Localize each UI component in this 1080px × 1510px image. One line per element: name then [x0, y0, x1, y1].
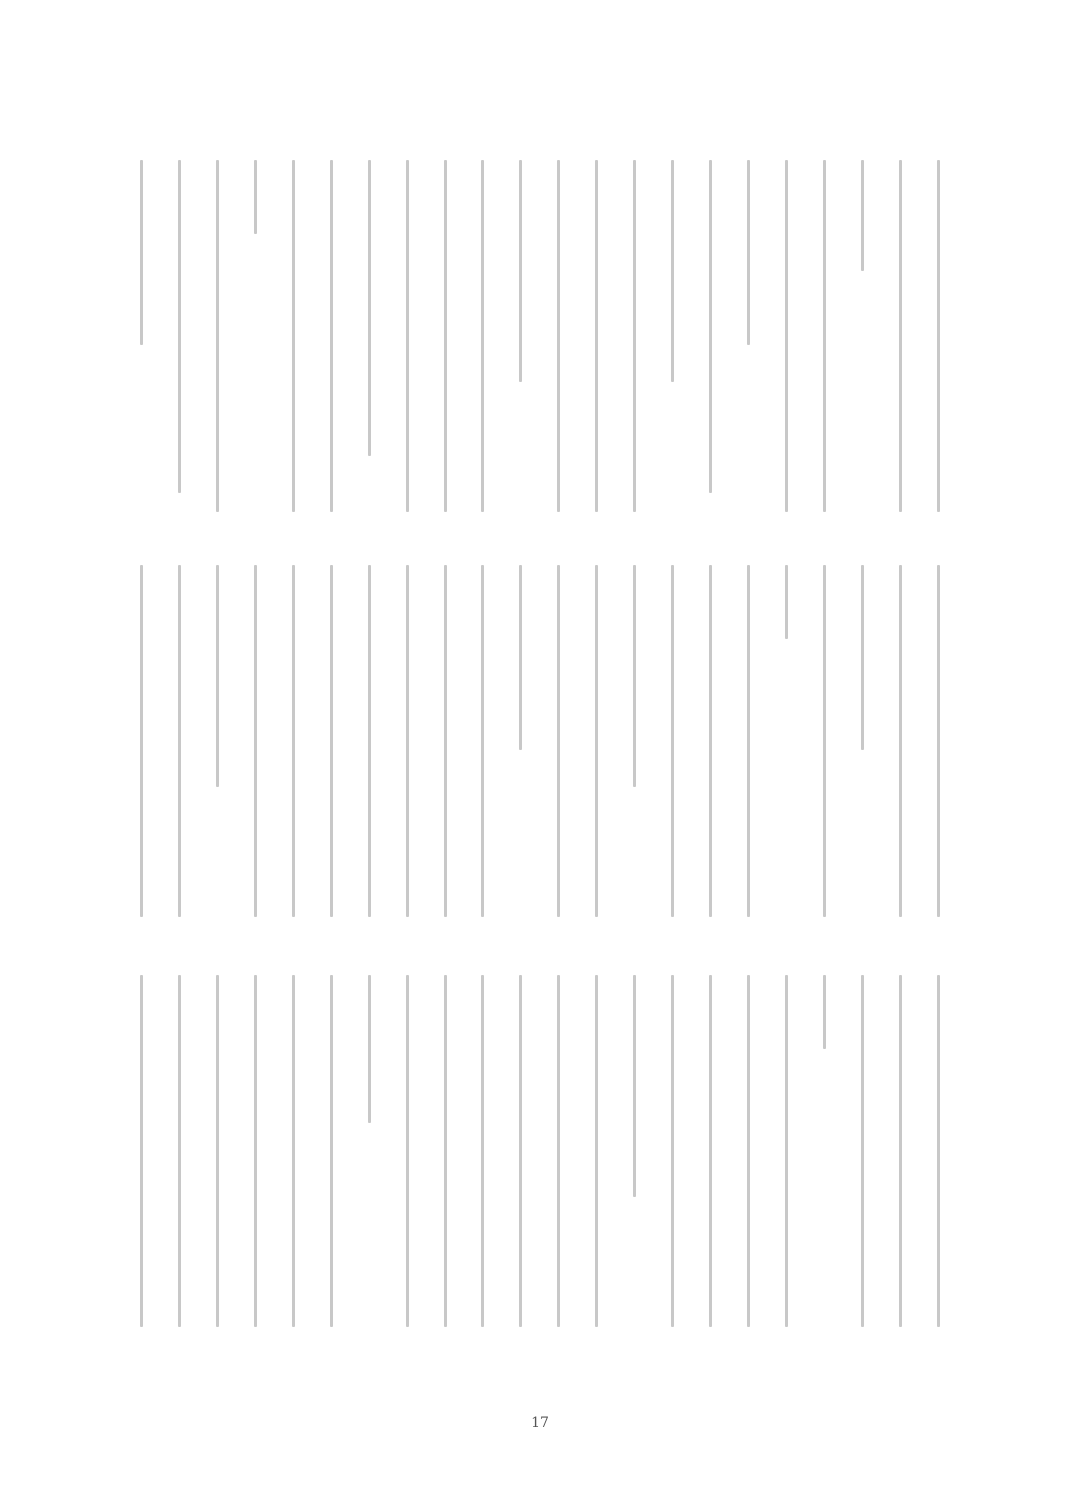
text-line-placeholder	[519, 975, 522, 1327]
text-line-placeholder	[557, 565, 560, 917]
text-line-placeholder	[899, 160, 902, 512]
text-line-placeholder	[330, 565, 333, 917]
text-line-placeholder	[785, 975, 788, 1327]
text-line-placeholder	[671, 975, 674, 1327]
text-line-placeholder	[216, 975, 219, 1327]
text-line-placeholder	[481, 565, 484, 917]
text-line-placeholder	[140, 975, 143, 1327]
text-line-placeholder	[937, 160, 940, 512]
text-line-placeholder	[444, 160, 447, 512]
text-line-placeholder	[861, 975, 864, 1327]
text-line-placeholder	[254, 565, 257, 917]
text-line-placeholder	[178, 160, 181, 493]
text-line-placeholder	[633, 160, 636, 512]
text-line-placeholder	[861, 565, 864, 750]
text-line-placeholder	[481, 160, 484, 512]
text-line-placeholder	[140, 160, 143, 345]
text-line-placeholder	[178, 975, 181, 1327]
text-line-placeholder	[671, 160, 674, 382]
text-line-placeholder	[747, 975, 750, 1327]
text-line-placeholder	[330, 975, 333, 1327]
page-number: 17	[531, 1415, 549, 1431]
text-line-placeholder	[785, 160, 788, 512]
text-line-placeholder	[557, 160, 560, 512]
text-line-placeholder	[519, 565, 522, 750]
text-line-placeholder	[444, 565, 447, 917]
text-line-placeholder	[937, 975, 940, 1327]
text-block-bottom	[140, 975, 940, 1345]
text-line-placeholder	[861, 160, 864, 271]
text-line-placeholder	[368, 160, 371, 456]
text-line-placeholder	[292, 160, 295, 512]
text-line-placeholder	[823, 975, 826, 1049]
text-line-placeholder	[444, 975, 447, 1327]
text-line-placeholder	[747, 160, 750, 345]
text-line-placeholder	[595, 565, 598, 917]
text-line-placeholder	[823, 565, 826, 917]
text-line-placeholder	[216, 565, 219, 787]
text-line-placeholder	[747, 565, 750, 917]
text-line-placeholder	[709, 565, 712, 917]
text-line-placeholder	[823, 160, 826, 512]
text-line-placeholder	[178, 565, 181, 917]
text-line-placeholder	[595, 975, 598, 1327]
text-line-placeholder	[481, 975, 484, 1327]
text-line-placeholder	[140, 565, 143, 917]
text-line-placeholder	[899, 975, 902, 1327]
text-line-placeholder	[671, 565, 674, 917]
text-line-placeholder	[254, 160, 257, 234]
text-line-placeholder	[595, 160, 598, 512]
text-line-placeholder	[292, 975, 295, 1327]
text-line-placeholder	[406, 975, 409, 1327]
text-line-placeholder	[406, 565, 409, 917]
text-line-placeholder	[937, 565, 940, 917]
text-line-placeholder	[368, 565, 371, 917]
text-line-placeholder	[330, 160, 333, 512]
text-line-placeholder	[633, 975, 636, 1197]
text-line-placeholder	[406, 160, 409, 512]
text-line-placeholder	[899, 565, 902, 917]
text-line-placeholder	[709, 975, 712, 1327]
text-line-placeholder	[633, 565, 636, 787]
text-line-placeholder	[216, 160, 219, 512]
text-line-placeholder	[709, 160, 712, 493]
text-line-placeholder	[254, 975, 257, 1327]
text-block-top	[140, 160, 940, 530]
text-line-placeholder	[292, 565, 295, 917]
text-line-placeholder	[785, 565, 788, 639]
text-line-placeholder	[368, 975, 371, 1123]
text-block-middle	[140, 565, 940, 935]
text-line-placeholder	[519, 160, 522, 382]
text-line-placeholder	[557, 975, 560, 1327]
